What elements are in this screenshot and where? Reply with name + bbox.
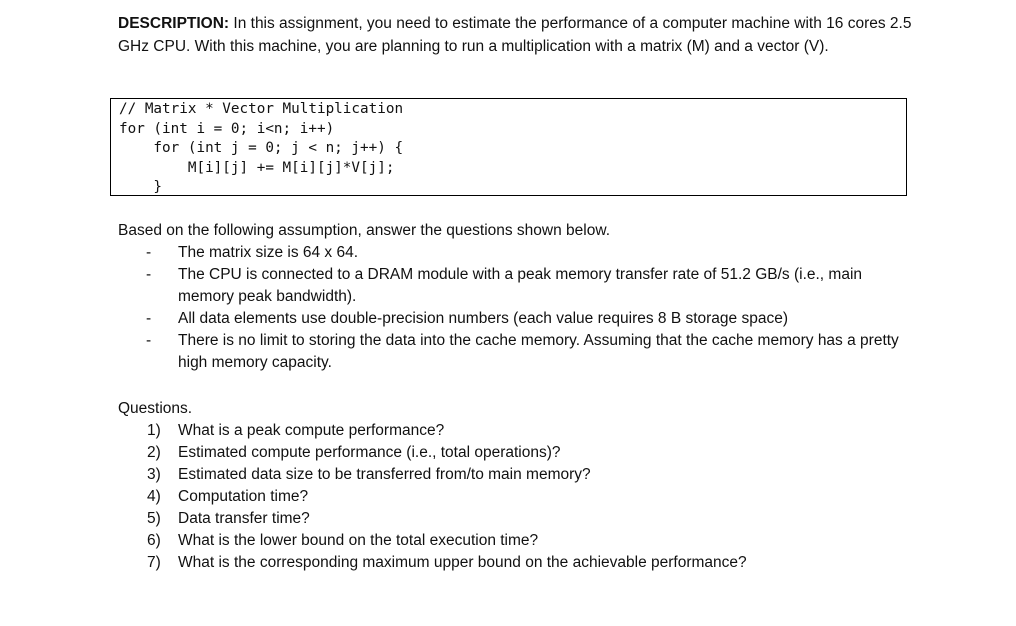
list-item-text: There is no limit to storing the data into the cache memory. Assuming that the cache memory has a pretty high memory capacity. xyxy=(178,332,899,371)
list-item-text: The CPU is connected to a DRAM module with a peak memory transfer rate of 51.2 GB/s (i.e., main memory peak bandwidth). xyxy=(178,266,863,305)
description-text: In this assignment, you need to estimate the performance of a computer machine with 16 cores 2.5 GHz CPU. With this machine, you are planning to run a multiplication with a matrix (M) and a vector (V). xyxy=(118,15,912,55)
question-text: Estimated data size to be transferred from/to main memory? xyxy=(178,466,591,483)
code-block xyxy=(110,98,907,196)
questions-title: Questions. xyxy=(118,400,193,417)
question-text: Data transfer time? xyxy=(178,510,310,527)
list-item xyxy=(118,420,908,442)
bullet-marker: - xyxy=(146,266,152,283)
list-item xyxy=(118,308,908,330)
list-item xyxy=(118,264,908,308)
list-item-text: All data elements use double-precision numbers (each value requires 8 B storage space) xyxy=(178,310,789,327)
bullet-marker: - xyxy=(146,332,152,349)
list-item xyxy=(118,486,908,508)
assumptions-list xyxy=(118,242,908,374)
code-line: } xyxy=(119,179,163,195)
list-item xyxy=(118,508,908,530)
question-text: Computation time? xyxy=(178,488,309,505)
description-label: DESCRIPTION: xyxy=(118,15,230,32)
list-item-text: The matrix size is 64 x 64. xyxy=(178,244,359,261)
question-text: What is the lower bound on the total execution time? xyxy=(178,532,539,549)
code-line: M[i][j] += M[i][j]*V[j]; xyxy=(119,159,395,176)
description-paragraph xyxy=(118,13,918,58)
list-item xyxy=(118,552,908,574)
bullet-marker: - xyxy=(146,310,152,327)
questions-list xyxy=(118,420,908,574)
code-line: for (int j = 0; j < n; j++) { xyxy=(119,140,404,156)
question-number: 3) xyxy=(147,466,161,483)
description-block xyxy=(118,13,918,58)
list-item xyxy=(118,464,908,486)
bullet-marker: - xyxy=(146,244,152,261)
question-number: 6) xyxy=(147,532,161,549)
code-line: // Matrix * Vector Multiplication xyxy=(119,101,404,117)
question-number: 5) xyxy=(147,510,161,527)
assumptions-intro: Based on the following assumption, answer the questions shown below. xyxy=(118,222,610,239)
list-item xyxy=(118,530,908,552)
question-text: Estimated compute performance (i.e., total operations)? xyxy=(178,444,561,461)
question-number: 7) xyxy=(147,554,161,571)
code-line: for (int i = 0; i<n; i++) xyxy=(119,120,335,137)
question-number: 1) xyxy=(147,422,161,439)
question-text: What is the corresponding maximum upper bound on the achievable performance? xyxy=(178,554,747,571)
question-text: What is a peak compute performance? xyxy=(178,422,445,439)
question-number: 4) xyxy=(147,488,161,505)
question-number: 2) xyxy=(147,444,161,461)
list-item xyxy=(118,442,908,464)
list-item xyxy=(118,330,908,374)
list-item xyxy=(118,242,908,264)
